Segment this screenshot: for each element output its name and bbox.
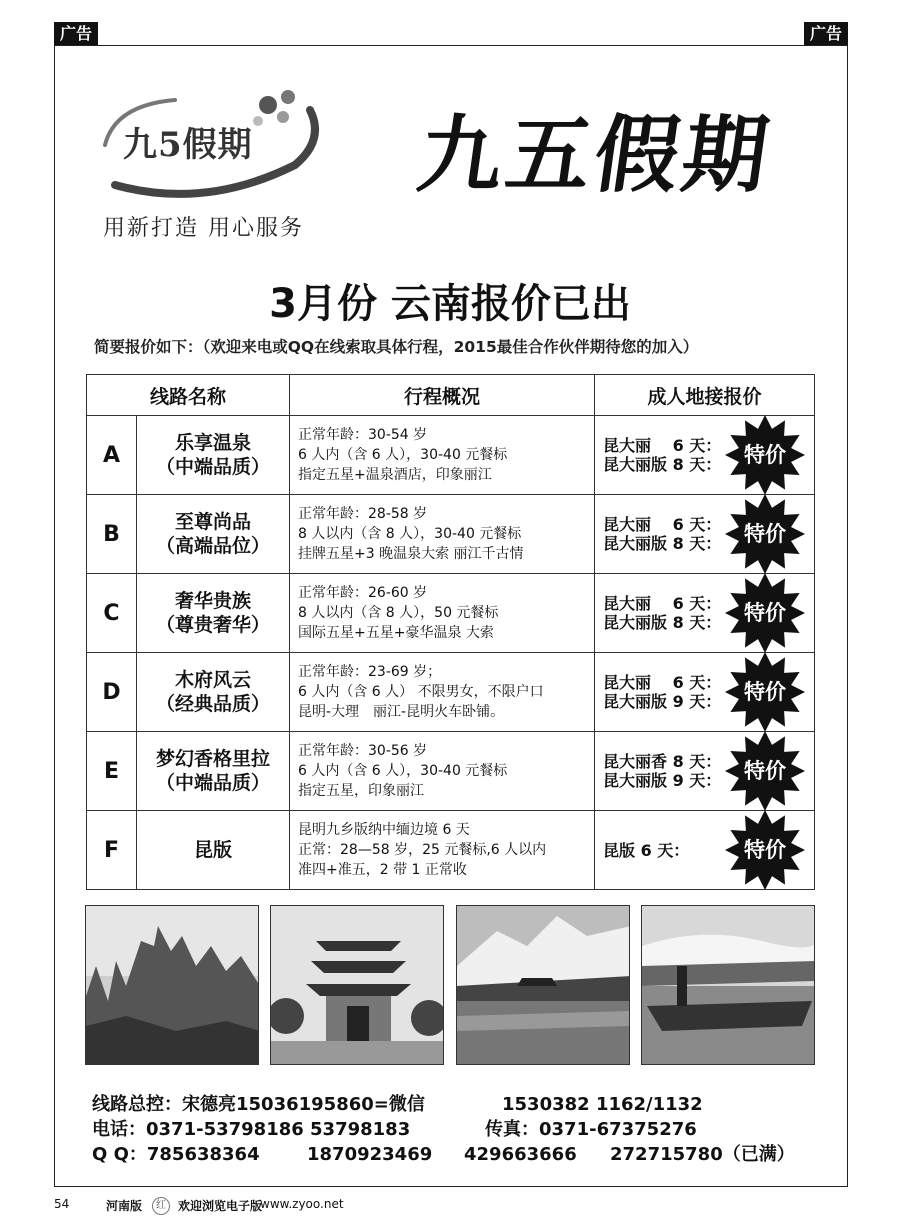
contact-line-phone — [92, 1117, 812, 1142]
edition-label: 河南版 — [106, 1199, 143, 1213]
table-row — [87, 811, 815, 890]
route-code: A — [87, 416, 137, 495]
description-line: 指定五星，印象丽江 — [298, 783, 424, 799]
qq-number-3: 429663666 — [464, 1144, 577, 1165]
route-title: 木府风云 — [174, 669, 251, 691]
route-description — [290, 574, 595, 653]
special-price-badge — [724, 414, 806, 496]
price-line: 昆大丽版 8 天： — [603, 534, 722, 553]
route-description — [290, 495, 595, 574]
price-table — [86, 374, 815, 890]
table-header-row — [87, 375, 815, 416]
phone-numbers: 电话：0371-53798186 53798183 — [92, 1119, 411, 1140]
route-price — [595, 653, 815, 732]
ad-tag-left: 广告 — [54, 22, 98, 46]
route-price — [595, 732, 815, 811]
description-line: 指定五星+温泉酒店，印象丽江 — [298, 467, 492, 483]
table-row — [87, 574, 815, 653]
description-line: 6 人内（含 6 人），30-40 元餐标 — [298, 447, 508, 463]
description-line: 准四+准五，2 带 1 正常收 — [298, 862, 467, 878]
description-line: 正常：28—58 岁，25 元餐标,6 人以内 — [298, 842, 547, 858]
special-price-label: 特价 — [744, 601, 786, 625]
contact-block — [92, 1092, 812, 1167]
description-line: 昆明九乡版纳中缅边境 6 天 — [298, 822, 470, 838]
price-line: 昆大丽版 9 天： — [603, 692, 722, 711]
black-dragon-pool-photo — [456, 905, 630, 1065]
hotline-number: 1530382 1162/1132 — [502, 1094, 703, 1115]
route-name — [137, 495, 290, 574]
description-line: 挂牌五星+3 晚温泉大索 丽江千古情 — [298, 546, 524, 562]
special-price-badge — [724, 651, 806, 733]
route-code: B — [87, 495, 137, 574]
price-line: 昆大丽 6 天： — [603, 515, 722, 534]
route-description — [290, 416, 595, 495]
page-number: 54 — [54, 1197, 70, 1211]
price-line: 昆大丽版 9 天： — [603, 771, 722, 790]
header-route: 线路名称 — [87, 375, 290, 416]
logo-text: 九5假期 — [123, 125, 253, 165]
route-description — [290, 732, 595, 811]
route-grade: （尊贵奢华） — [155, 614, 270, 636]
price-line: 昆大丽 6 天： — [603, 594, 722, 613]
headline: 3月份 云南报价已出 — [269, 281, 631, 327]
route-name — [137, 732, 290, 811]
route-title: 奢华贵族 — [174, 590, 251, 612]
route-code: E — [87, 732, 137, 811]
erhai-boat-photo — [641, 905, 815, 1065]
special-price-badge — [724, 572, 806, 654]
route-name — [137, 653, 290, 732]
route-price — [595, 495, 815, 574]
description-line: 6 人内（含 6 人），30-40 元餐标 — [298, 763, 508, 779]
route-name — [137, 416, 290, 495]
fax-number: 传真：0371-67375276 — [485, 1119, 697, 1140]
qq-number-2: 1870923469 — [307, 1144, 433, 1165]
price-line: 昆大丽香 8 天： — [603, 752, 722, 771]
route-description — [290, 811, 595, 890]
special-price-badge — [724, 730, 806, 812]
photo-strip — [85, 905, 815, 1065]
ad-tag-right: 广告 — [804, 22, 848, 46]
description-line: 正常年龄：30-54 岁 — [298, 427, 428, 443]
footer-url[interactable]: www.zyoo.net — [260, 1197, 344, 1211]
qq-number-1: Q Q：785638364 — [92, 1144, 260, 1165]
description-line: 正常年龄：30-56 岁 — [298, 743, 428, 759]
slogan: 用新打造 用心服务 — [103, 216, 304, 241]
route-code: C — [87, 574, 137, 653]
special-price-label: 特价 — [744, 680, 786, 704]
description-line: 正常年龄：26-60 岁 — [298, 585, 428, 601]
route-name — [137, 574, 290, 653]
route-code: D — [87, 653, 137, 732]
route-title: 乐享温泉 — [174, 432, 251, 454]
route-code: F — [87, 811, 137, 890]
header-itinerary: 行程概况 — [290, 375, 595, 416]
route-price — [595, 574, 815, 653]
footer-text: 欢迎浏览电子版 — [178, 1199, 263, 1213]
intro-text: 简要报价如下：（欢迎来电或QQ在线索取具体行程，2015最佳合作伙伴期待您的加入） — [94, 338, 699, 356]
description-line: 8 人以内（含 8 人），30-40 元餐标 — [298, 526, 522, 542]
description-line: 6 人内（含 6 人） 不限男女，不限户口 — [298, 684, 544, 700]
header-price: 成人地接报价 — [595, 375, 815, 416]
contact-line-qq — [92, 1142, 812, 1167]
description-line: 正常年龄：23-69 岁； — [298, 664, 442, 680]
table-row — [87, 416, 815, 495]
route-price — [595, 416, 815, 495]
price-line: 昆大丽版 8 天： — [603, 455, 722, 474]
special-price-badge — [724, 809, 806, 891]
special-price-label: 特价 — [744, 838, 786, 862]
price-line: 昆大丽版 8 天： — [603, 613, 722, 632]
special-price-label: 特价 — [744, 759, 786, 783]
route-description — [290, 653, 595, 732]
contact-line-hotline — [92, 1092, 812, 1117]
stone-forest-photo — [85, 905, 259, 1065]
table-row — [87, 653, 815, 732]
route-grade: （高端品位） — [155, 535, 270, 557]
description-line: 昆明-大理 丽江-昆明火车卧铺。 — [298, 704, 505, 720]
brand-title: 九五假期 — [412, 105, 779, 204]
route-grade: （经典品质） — [155, 693, 270, 715]
qq-number-4: 272715780（已满） — [610, 1144, 795, 1165]
wuhua-tower-photo — [270, 905, 444, 1065]
hotline-label: 线路总控：宋德亮15036195860=微信 — [92, 1094, 425, 1115]
route-grade: （中端品质） — [155, 456, 270, 478]
description-line: 正常年龄：28-58 岁 — [298, 506, 428, 522]
route-title: 昆版 — [193, 839, 232, 861]
table-row — [87, 732, 815, 811]
price-line: 昆版 6 天： — [603, 840, 690, 860]
table-row — [87, 495, 815, 574]
route-grade: （中端品质） — [155, 772, 270, 794]
price-line: 昆大丽 6 天： — [603, 673, 722, 692]
route-price — [595, 811, 815, 890]
special-price-label: 特价 — [744, 443, 786, 467]
price-line: 昆大丽 6 天： — [603, 436, 722, 455]
special-price-badge — [724, 493, 806, 575]
company-logo — [85, 85, 330, 205]
special-price-label: 特价 — [744, 522, 786, 546]
description-line: 8 人以内（含 8 人），50 元餐标 — [298, 605, 499, 621]
route-title: 梦幻香格里拉 — [155, 748, 270, 770]
route-title: 至尊尚品 — [174, 511, 251, 533]
edition-seal-icon: 红 — [152, 1197, 170, 1215]
description-line: 国际五星+五星+豪华温泉 大索 — [298, 625, 494, 641]
route-name — [137, 811, 290, 890]
